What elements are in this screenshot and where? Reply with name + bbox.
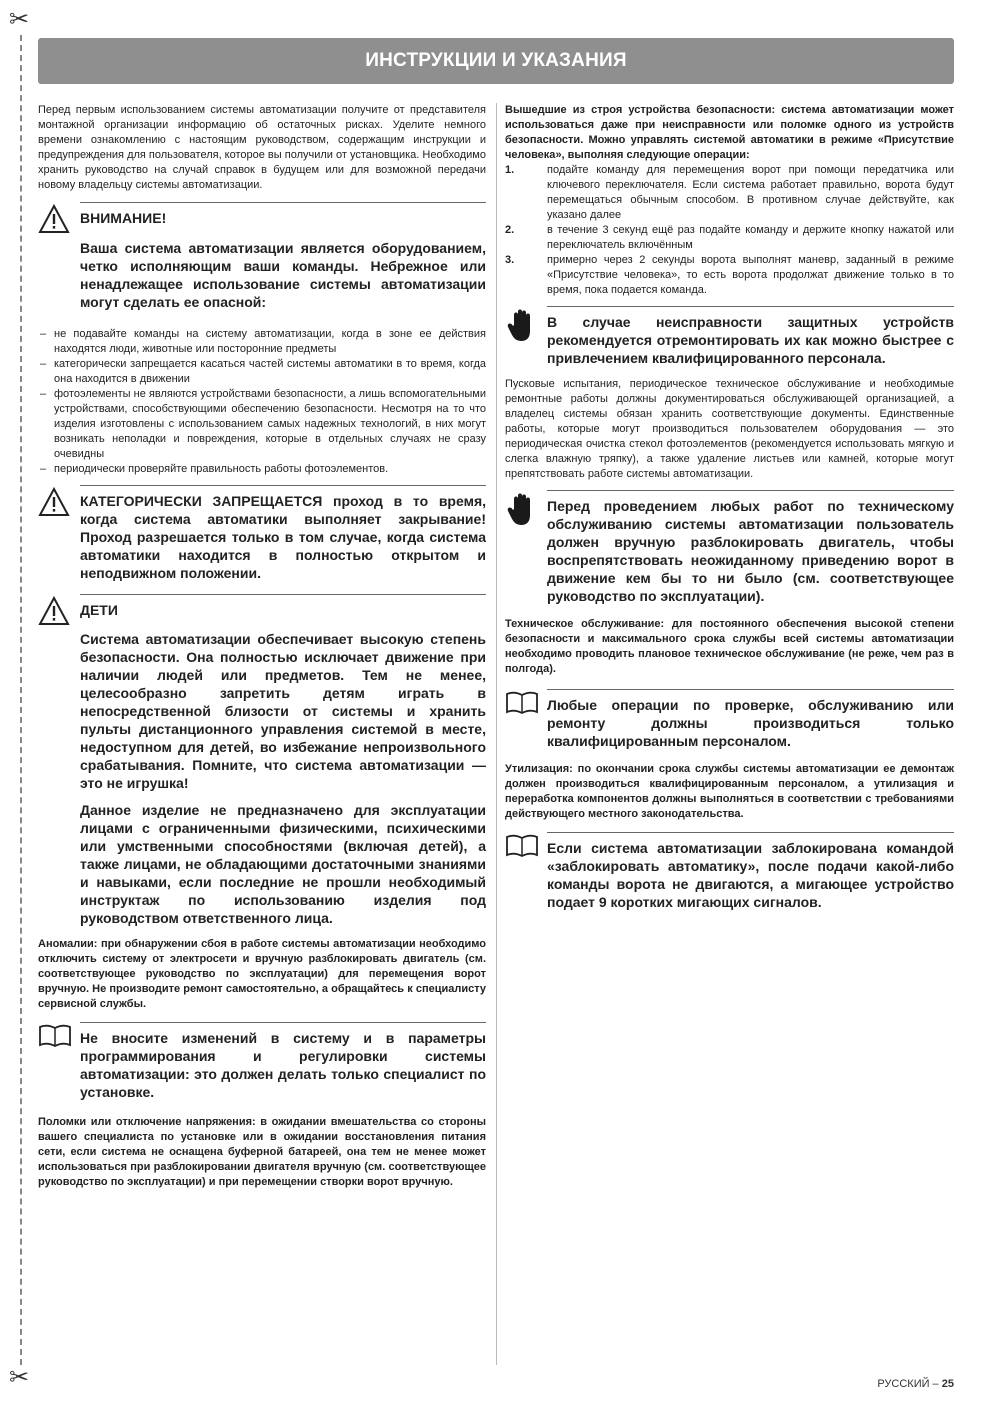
blocked-text: Если система автоматизации заблокирована командой «заблокировать автоматику», после подачи какой-либо команды ворота не двигаются, а мигающее устройство подает 9 коротких мигающих сигналов. (547, 840, 954, 910)
prohibited-text: КАТЕГОРИЧЕСКИ ЗАПРЕЩАЕТСЯ проход в то время, когда система автоматики выполняет закрывание! Проход разрешается только в том случае, когда система автоматики находится в полностью открытом и неподвижном положении. (80, 493, 486, 581)
children-text-2: Данное изделие не предназначено для эксплуатации лицами с ограниченными физическими, психическими или умственными способностями (включая детей), а также лицами, не обладающими достаточными знаниями и навыками, если последние не прошли необходимый инструктаж по использованию изделия под руководством ответственного лица. (80, 802, 486, 926)
list-item: – категорически запрещается касаться частей системы автоматики в то время, когда она находится в движении (38, 357, 486, 387)
list-item: 1. подайте команду для перемещения ворот при помощи передатчика или ключевого переключателя. Если система работает правильно, ворота будут перемещаться обычным способом. В противном случае действуйте, как указано далее (505, 164, 954, 221)
page-title: ИНСТРУКЦИИ И УКАЗАНИЯ (365, 50, 627, 71)
manual-book-icon (505, 689, 547, 720)
cut-line (20, 35, 22, 1365)
children-content (80, 594, 486, 927)
qualified-content (547, 689, 954, 750)
prohibited-content (80, 485, 486, 582)
warning-text: Ваша система автоматизации является оборудованием, четко исполняющим ваши команды. Небрежное или ненадлежащее использование системы автоматизации могут сделать ее опасной: (80, 240, 486, 310)
warning-title: ВНИМАНИЕ! (80, 210, 167, 226)
maintenance-text: Техническое обслуживание: для постоянного обеспечения высокой степени безопасности и максимального срока службы всей системы автоматизации необходимо проводить плановое техническое обслуживание (не реже, чем раз в полгода). (505, 618, 954, 675)
blocked-content (547, 832, 954, 911)
unlock-text: Перед проведением любых работ по техническому обслуживанию системы автоматизации пользователь должен вручную разблокировать двигатель, чтобы воспрепятствовать неожиданному приведению ворот в движение кем бы то ни было (см. соответствующее руководство по эксплуатации). (547, 498, 954, 604)
warning-icon (38, 485, 80, 522)
nochange-content (80, 1022, 486, 1101)
repair-content (547, 306, 954, 367)
manual-book-icon (505, 832, 547, 863)
list-item: 2. в течение 3 секунд ещё раз подайте команду и держите кнопку нажатой или переключатель включённым (505, 224, 954, 251)
list-item: – периодически проверяйте правильность работы фотоэлементов. (38, 462, 486, 477)
warning-content (80, 202, 486, 311)
children-callout (38, 594, 486, 927)
right-column (505, 103, 954, 911)
left-column (38, 103, 486, 1190)
list-item: – не подавайте команды на систему автоматизации, когда в зоне ее действия находятся люди, животные или посторонние предметы (38, 327, 486, 357)
intro-text: Перед первым использованием системы автоматизации получите от представителя монтажной организации информацию об остаточных рисках. Уделите немного времени ознакомлению с настоящим руководством, содержащим инструкции и предупреждения для пользователя, которое вы получили от установщика. Необходимо хранить руководство на случай справок в будущем или для возможной передачи новому владельцу системы автоматизации. (38, 104, 486, 191)
warning-list (38, 327, 486, 477)
repair-text: В случае неисправности защитных устройств рекомендуется отремонтировать их как можно быстрее с привлечением квалифицированного персонала. (547, 314, 954, 366)
page-header (38, 38, 954, 84)
repair-callout (505, 306, 954, 367)
qualified-callout (505, 689, 954, 750)
children-text-1: Система автоматизации обеспечивает высокую степень безопасности. Она полностью исключает движение при наличии людей или предметов. Тем не менее, целесообразно запретить детям играть в непосредственной близости от системы и хранить пульты дистанционного управления системой в месте, недоступном для детей, во избежание непроизвольного срабатывания. Помните, что система автоматизации — это не игрушка! (80, 631, 486, 791)
prohibited-callout (38, 485, 486, 582)
page-footer (877, 1378, 954, 1390)
failures-text: Поломки или отключение напряжения: в ожидании вмешательства со стороны вашего специалиста по установке или в ожидании восстановления питания сети, если система не оснащена буферной батареей, она тем не менее может использоваться при разблокировании двигателя вручную (см. соответствующее руководство по эксплуатации) и при перемещении створки ворот вручную. (38, 1116, 486, 1188)
warning-icon (38, 594, 80, 631)
stop-hand-icon (505, 490, 547, 533)
warning-icon (38, 202, 80, 239)
list-item: – фотоэлементы не являются устройствами безопасности, а лишь вспомогательными устройствами, способствующими обеспечению безопасности. Несмотря на то что изделия изготовлены с использованием самых надежных технологий, в них могут возникать неполадки и повреждения, которые в отдельных случаях не сразу очевидны (38, 387, 486, 462)
column-divider (496, 103, 497, 1365)
steps-list (505, 163, 954, 298)
anomalies-text: Аномалии: при обнаружении сбоя в работе системы автоматизации необходимо отключить систему от электросети и вручную разблокировать двигатель (см. соответствующее руководство по эксплуатации) для перемещения ворот вручную. Не производите ремонт самостоятельно, а обращайтесь к специалисту сервисной службы. (38, 938, 486, 1010)
stop-hand-icon (505, 306, 547, 349)
nochange-text: Не вносите изменений в систему и в параметры программирования и регулировки системы автоматизации: это должен делать только специалист по установке. (80, 1030, 486, 1100)
list-item: 3. примерно через 2 секунды ворота выполнят маневр, заданный в режиме «Присутствие человека», то есть ворота продолжат движение только в то время, пока подается команда. (505, 254, 954, 296)
unlock-content (547, 490, 954, 605)
disposal-text: Утилизация: по окончании срока службы системы автоматизации ее демонтаж должен производиться квалифицированным персоналом, а утилизация и переработка компонентов должны выполняться в соответствии с требованиями действующего местного законодательства. (505, 763, 954, 820)
scissors-icon: ✂ (9, 1364, 30, 1391)
page-number: 25 (941, 1378, 954, 1390)
unlock-callout (505, 490, 954, 605)
manual-book-icon (38, 1022, 80, 1053)
qualified-text: Любые операции по проверке, обслуживанию или ремонту должны производиться только квалифицированным персоналом. (547, 697, 954, 749)
nochange-callout (38, 1022, 486, 1101)
safety-intro: Вышедшие из строя устройства безопасности: система автоматизации может использоваться даже при неисправности или поломке одного из устройств безопасности. Можно управлять системой автоматики в режиме «Присутствие человека», выполняя следующие операции: (505, 104, 954, 161)
scissors-icon: ✂ (9, 6, 30, 33)
footer-language: РУССКИЙ – (877, 1378, 939, 1390)
blocked-callout (505, 832, 954, 911)
tests-text: Пусковые испытания, периодическое техническое обслуживание и необходимые ремонтные работы должны документироваться обслуживающей организацией, а владелец системы обязан хранить соответствующие документы. Единственные работы, которые могут производиться пользователем оборудования — это периодическая очистка стекол фотоэлементов (рекомендуется использовать мягкую и слегка влажную тряпку), а также удаление листьев или камней, которые могут препятствовать работе системы автоматизации. (505, 378, 954, 480)
warning-callout (38, 202, 486, 311)
children-title: ДЕТИ (80, 602, 118, 618)
